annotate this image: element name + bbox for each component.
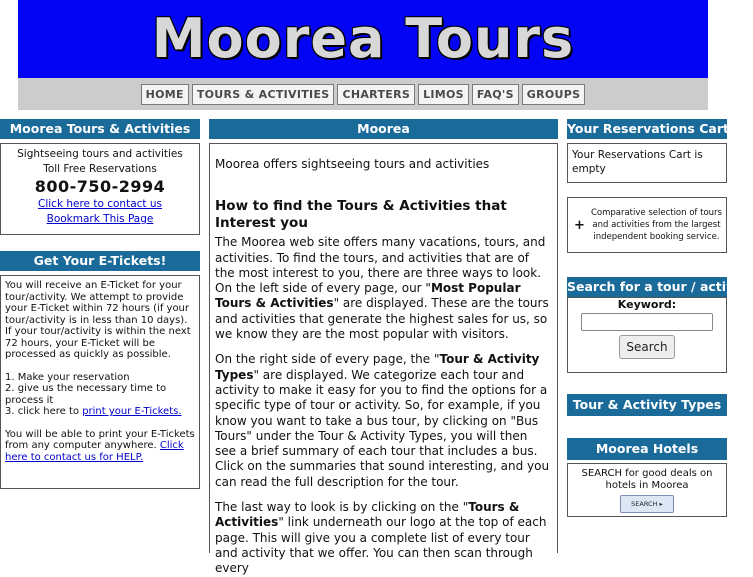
- promo-panel: [567, 197, 727, 253]
- section-heading: How to find the Tours & Activities that Interest you: [215, 198, 507, 232]
- intro-text: Moorea offers sightseeing tours and activities: [215, 157, 490, 171]
- activities-panel-title: Moorea Tours & Activities: [0, 119, 200, 139]
- search-box: [567, 297, 727, 373]
- types-panel: [567, 394, 727, 416]
- types-panel-title[interactable]: Tour & Activity Types: [567, 394, 727, 416]
- search-panel: [567, 277, 753, 373]
- nav-charters[interactable]: CHARTERS: [337, 84, 415, 105]
- cart-box: [567, 143, 727, 183]
- promo-text: Comparative selection of tours and activities from the largest independent booking service.: [590, 208, 722, 242]
- cart-panel-title: Your Reservations Cart: [567, 119, 727, 139]
- paragraph-2: On the left side of every page, our "Most Popular Tours & Activities" are displayed. These are the tours and activities that generate the highest sales for us, so we know they are the most popular with visitors.: [215, 281, 549, 342]
- contact-box: [0, 143, 200, 235]
- contact-link[interactable]: Click here to contact us: [38, 198, 162, 210]
- promo-box: [567, 197, 727, 253]
- etickets-box: [0, 275, 200, 489]
- nav-limos[interactable]: LIMOS: [418, 84, 469, 105]
- step-2: 2. give us the necessary time to process it: [5, 383, 167, 406]
- nav-tours-activities[interactable]: TOURS & ACTIVITIES: [192, 84, 335, 105]
- main-nav: [18, 78, 708, 110]
- activities-panel: [0, 119, 200, 235]
- help-contact-link[interactable]: Click here to contact us for HELP.: [5, 440, 184, 463]
- main-body: [209, 143, 558, 576]
- nav-faqs[interactable]: FAQ'S: [472, 84, 519, 105]
- main-content: [209, 119, 558, 576]
- search-panel-title: Search for a tour / activity: [567, 277, 727, 297]
- etickets-panel: [0, 251, 200, 489]
- site-title: Moorea Tours: [151, 7, 575, 70]
- keyword-input[interactable]: [581, 313, 713, 331]
- site-banner: [18, 0, 708, 78]
- hotels-panel: [567, 438, 727, 517]
- print-help: You will be able to print your E-Tickets from any computer anywhere. Click here to contact us for HELP.: [5, 428, 195, 463]
- paragraph-3: On the right side of every page, the "Tour & Activity Types" are displayed. We categorize each tour and activity to make it easy for you to find the options for a specific type of tour or activity. So, for example, if you know you want to take a bus tour, by clicking on "Bus Tours" under the Tour & Activity Types, you will then see a brief summary of each tour that includes a bus. Click on the summaries that sound interesting, and you can read the full description for the tour.: [215, 352, 550, 489]
- step-3: 3. click here to print your E-Tickets.: [5, 406, 182, 417]
- etickets-intro: You will receive an E-Ticket for your tour/activity. We attempt to provide your E-Ticket within 72 hours (if your tour/activity is in less than 10 days). If your tour/activity is within the next 72 hours, your E-Ticket will be processed as quickly as possible.: [5, 280, 191, 360]
- hotels-search-button[interactable]: SEARCH ▸: [620, 495, 674, 513]
- nav-home[interactable]: HOME: [141, 84, 189, 105]
- bookmark-link[interactable]: Bookmark This Page: [46, 213, 154, 225]
- step-1: 1. Make your reservation: [5, 371, 130, 383]
- keyword-label: Keyword:: [617, 298, 677, 311]
- paragraph-4: The last way to look is by clicking on the "Tours & Activities" link underneath our logo at the top of each page. This will give you a complete list of every tour and activity that we offer. You can then scan through every: [215, 500, 547, 576]
- hotels-text: SEARCH for good deals on hotels in Moorea: [581, 468, 713, 491]
- paragraph-1: The Moorea web site offers many vacations, tours, and activities. To find the tours, and activities that are of the most interest to you, there are three ways to look.: [215, 235, 546, 280]
- phone-number: 800-750-2994: [34, 177, 166, 196]
- tollfree-label: Toll Free Reservations: [43, 163, 157, 175]
- cart-status: Your Reservations Cart is empty: [572, 149, 703, 175]
- hotels-panel-title: Moorea Hotels: [567, 438, 727, 460]
- tagline: Sightseeing tours and activities: [17, 148, 183, 160]
- main-title: Moorea: [209, 119, 558, 139]
- cart-panel: [567, 119, 727, 183]
- print-etickets-link[interactable]: print your E-Tickets.: [82, 406, 182, 417]
- plus-icon: +: [574, 217, 585, 233]
- etickets-panel-title: Get Your E-Tickets!: [0, 251, 200, 271]
- hotels-box: [567, 463, 727, 517]
- search-button[interactable]: Search: [619, 335, 674, 359]
- nav-groups[interactable]: GROUPS: [522, 84, 586, 105]
